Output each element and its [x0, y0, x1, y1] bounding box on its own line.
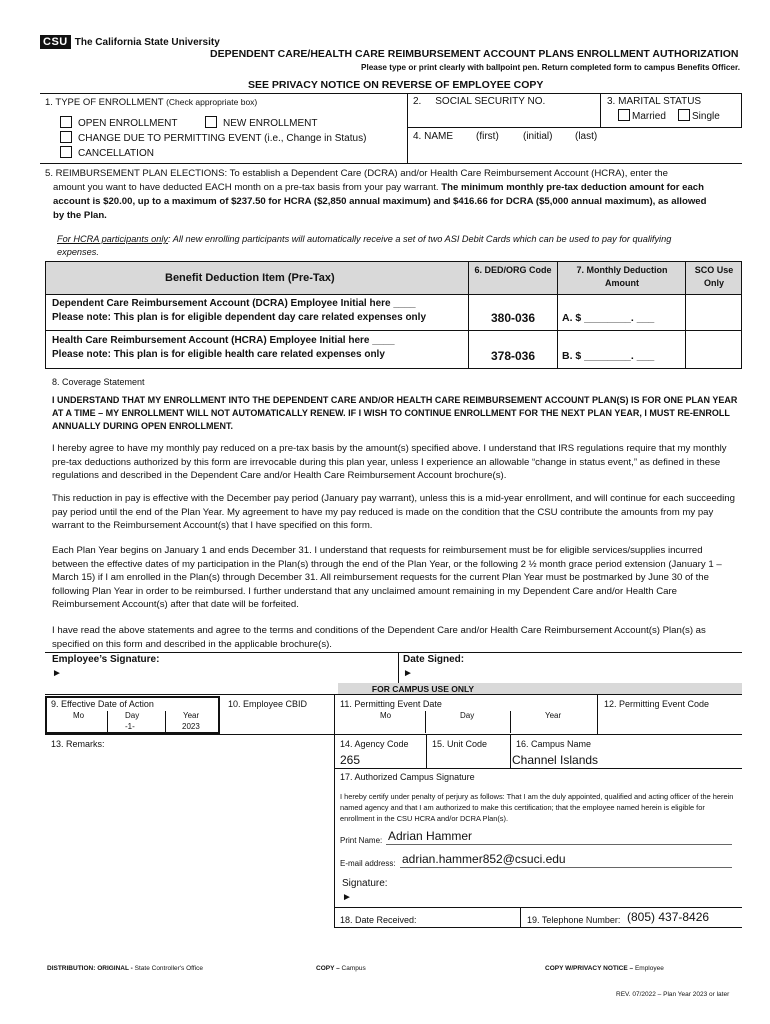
- print-name-value[interactable]: Adrian Hammer: [388, 829, 473, 843]
- print-name-label: Print Name:: [340, 836, 383, 845]
- date-received-label: 18. Date Received:: [340, 915, 417, 925]
- name-first-label: (first): [476, 131, 499, 142]
- monthly-deduction-header: 7. Monthly Deduction Amount: [576, 265, 668, 288]
- permitting-event-date-label: 11. Permitting Event Date: [340, 699, 442, 709]
- rule: [45, 368, 742, 369]
- enrollment-type-label: 1. TYPE OF ENROLLMENT (Check appropriate box): [45, 97, 258, 108]
- footer-copy-employee: COPY W/PRIVACY NOTICE – Employee: [545, 965, 664, 972]
- coverage-bold-paragraph: I UNDERSTAND THAT MY ENROLLMENT INTO THE DEPENDENT CARE AND/OR HEALTH CARE REIMBURSEMENT ACCOUNT PLAN(S) IS FOR ONE PLAN YEAR AT A TIME – MY ENROLLMENT WILL NOT AUTOMATICALLY RENEW. IF I WISH TO CONTINUE ENROLLMENT FOR THE NEXT PLAN YEAR, I MUST RE-ENROLL ANNUALLY DURING OPEN ENROLLMENT.: [52, 395, 738, 431]
- agency-code-value[interactable]: 265: [340, 753, 361, 767]
- coverage-paragraph-3: Each Plan Year begins on January 1 and ends December 31. I understand that requests for reimbursement must be for eligible services/supplies incurred between the effective dates of my participation in the Plan(s) through the end of the Plan Year, or the following 2 ½ month grace period extension (January 1 – March 15) if I am enrolled in the Plan(s) through December 31. All reimbursement requests for the current Plan Year must be postmarked by June 30 of the following Plan Year in order to be reimbursed. I further understand that any unclaimed amount remaining in my Dependent Care and/or Health Care Reimbursement Account(s) after that date will be forfeited.: [52, 545, 722, 610]
- dcra-amount-input[interactable]: A. $ ________. ___: [562, 312, 655, 324]
- effective-date-mo: Mo: [73, 711, 85, 720]
- rule: [407, 127, 742, 128]
- name-label: 4. NAME: [413, 131, 454, 142]
- ssn-label: 2. SOCIAL SECURITY NO.: [413, 96, 546, 107]
- rule: [45, 261, 742, 262]
- effective-date-day: Day: [125, 711, 140, 720]
- unit-code-label: 15. Unit Code: [432, 739, 488, 749]
- hcra-note: For HCRA participants only: All new enrolling participants will automatically receive a set of two ASI Debit Cards which can be used to pay for qualifying expenses.: [57, 234, 672, 257]
- footer-copy-campus: COPY – Campus: [316, 965, 366, 972]
- ded-org-code-header: 6. DED/ORG Code: [474, 265, 552, 275]
- dcra-row-label: Dependent Care Reimbursement Account (DCRA) Employee Initial here ____ Please note: This plan is for eligible dependent day care related expenses only: [52, 298, 427, 323]
- date-signed-arrow[interactable]: ►: [403, 668, 413, 679]
- csu-logo: [40, 35, 220, 49]
- rule: [398, 652, 399, 683]
- document-title: DEPENDENT CARE/HEALTH CARE REIMBURSEMENT ACCOUNT PLANS ENROLLMENT AUTHORIZATION: [210, 48, 739, 60]
- reimbursement-elections-text: 5. REIMBURSEMENT PLAN ELECTIONS: To establish a Dependent Care (DCRA) and/or Health Care Reimbursement Account (HCRA), enter the amount you want to have deducted EACH month on a pre-tax basis from your pay warrant. The minimum monthly pre-tax deduction amount for each account is $20.00, up to a maximum of $237.50 for HCRA ($2,850 annual maximum) and $416.66 for DCRA ($5,000 annual maximum), as allowed by the Plan.: [45, 168, 707, 221]
- rule: [45, 261, 46, 368]
- rule: [520, 907, 521, 927]
- checkbox-change-permitting-event[interactable]: CHANGE DUE TO PERMITTING EVENT (i.e., Change in Status): [60, 131, 366, 144]
- certification-text: I hereby certify under penalty of perjury as follows: That I am the duly appointed, qualified and acting officer of the herein named agency and that I am authorized to make this certification; that the employee named herein is eligible for enrollment in the CSU HCRA and/or DCRA Plan(s).: [340, 792, 734, 823]
- rule: [334, 907, 742, 908]
- name-input[interactable]: [410, 145, 738, 161]
- document-subtitle: Please type or print clearly with ballpoint pen. Return completed form to campus Benefits Officer.: [361, 63, 740, 72]
- permitting-date-day: Day: [460, 711, 475, 720]
- coverage-statement-label: 8. Coverage Statement: [52, 377, 145, 387]
- rule: [426, 735, 427, 768]
- rule: [45, 734, 742, 735]
- rule: [45, 330, 742, 331]
- footer-revision: REV. 07/2022 – Plan Year 2023 or later: [616, 991, 730, 998]
- campus-signature-arrow[interactable]: ►: [342, 892, 352, 903]
- checkbox-cancellation[interactable]: CANCELLATION: [60, 146, 154, 159]
- rule: [45, 294, 742, 295]
- employee-cbid-label: 10. Employee CBID: [228, 699, 308, 709]
- privacy-notice: SEE PRIVACY NOTICE ON REVERSE OF EMPLOYEE COPY: [248, 79, 544, 91]
- permitting-event-code-label: 12. Permitting Event Code: [604, 699, 710, 709]
- rule: [407, 93, 408, 163]
- checkbox-married[interactable]: Married: [618, 109, 666, 122]
- rule: [165, 711, 166, 733]
- effective-date-year-value: 2023: [182, 722, 200, 731]
- rule: [40, 93, 742, 94]
- checkbox-open-enrollment[interactable]: OPEN ENROLLMENT: [60, 116, 177, 129]
- telephone-label: 19. Telephone Number:: [527, 915, 621, 925]
- rule: [741, 93, 742, 127]
- rule: [600, 93, 601, 127]
- csu-logo-name: The California State University: [74, 36, 220, 48]
- authorized-signature-label: 17. Authorized Campus Signature: [340, 772, 475, 782]
- campus-name-value[interactable]: Channel Islands: [512, 753, 599, 767]
- rule: [45, 694, 742, 695]
- rule: [334, 768, 742, 769]
- dcra-code: 380-036: [490, 311, 536, 325]
- effective-date-day-value: -1-: [125, 722, 135, 731]
- rule: [107, 711, 108, 733]
- campus-signature-label: Signature:: [342, 878, 388, 889]
- checkbox-new-enrollment[interactable]: NEW ENROLLMENT: [205, 116, 317, 129]
- marital-status-label: 3. MARITAL STATUS: [607, 96, 702, 107]
- campus-name-label: 16. Campus Name: [516, 739, 592, 749]
- rule: [557, 261, 558, 368]
- rule: [468, 261, 469, 368]
- rule: [425, 711, 426, 733]
- employee-signature-arrow[interactable]: ►: [52, 668, 62, 679]
- name-initial-label: (initial): [523, 131, 553, 142]
- coverage-paragraph-4: I have read the above statements and agree to the terms and conditions of the Dependent Care and/or Health Care Reimbursement Account(s) Plan(s) as specified on this form and described in the applicable brochure(s).: [52, 625, 706, 650]
- footer-distribution: DISTRIBUTION: ORIGINAL - State Controller's Office: [47, 965, 203, 972]
- rule: [685, 261, 686, 368]
- hcra-code: 378-036: [490, 349, 536, 363]
- rule: [334, 695, 335, 927]
- agency-code-label: 14. Agency Code: [340, 739, 409, 749]
- rule: [40, 163, 742, 164]
- employee-signature-label: Employee’s Signature:: [52, 654, 160, 665]
- permitting-date-year: Year: [545, 711, 562, 720]
- email-value[interactable]: adrian.hammer852@csuci.edu: [402, 852, 566, 866]
- date-signed-label: Date Signed:: [403, 654, 465, 665]
- email-label: E-mail address:: [340, 859, 396, 868]
- rule: [510, 711, 511, 733]
- rule: [45, 652, 742, 653]
- effective-date-label: 9. Effective Date of Action: [51, 699, 154, 709]
- rule: [510, 735, 511, 768]
- campus-use-header: FOR CAMPUS USE ONLY: [371, 684, 475, 694]
- coverage-paragraph-1: I hereby agree to have my monthly pay reduced on a pre-tax basis by the amount(s) specified above. I understand that IRS regulations require that my monthly pre-tax deductions authorized by this form are irrevocable during this plan year, unless I experience an allowable “change in status event,” as defined in these regulations and described in the Dependent Care and/or Health Care Reimbursement Account brochure(s).: [52, 443, 727, 481]
- telephone-value[interactable]: (805) 437-8426: [627, 910, 710, 924]
- hcra-amount-input[interactable]: B. $ ________. ___: [562, 350, 655, 362]
- rule: [386, 844, 732, 845]
- coverage-paragraph-2: This reduction in pay is effective with the December pay period (January pay warrant), unless this is a mid-year enrollment, and will continue for each succeeding pay period until the end of the Plan Year. My agreement to have my pay reduced is made on the condition that the CSU contribute the amounts from my pay warrant to the Reimbursement Account(s) that I have specified on this form.: [52, 493, 735, 531]
- effective-date-year: Year: [183, 711, 200, 720]
- rule: [597, 695, 598, 735]
- remarks-label: 13. Remarks:: [51, 739, 105, 749]
- rule: [334, 927, 742, 928]
- permitting-date-mo: Mo: [380, 711, 392, 720]
- benefit-item-header: Benefit Deduction Item (Pre-Tax): [165, 272, 335, 284]
- hcra-row-label: Health Care Reimbursement Account (HCRA) Employee Initial here ____ Please note: This plan is for eligible health care related expenses only: [52, 335, 395, 360]
- rule: [400, 867, 732, 868]
- name-last-label: (last): [575, 131, 598, 142]
- sco-use-header: SCO Use Only: [694, 265, 734, 288]
- csu-logo-mark: CSU: [40, 35, 71, 49]
- checkbox-single[interactable]: Single: [678, 109, 720, 122]
- rule: [741, 261, 742, 368]
